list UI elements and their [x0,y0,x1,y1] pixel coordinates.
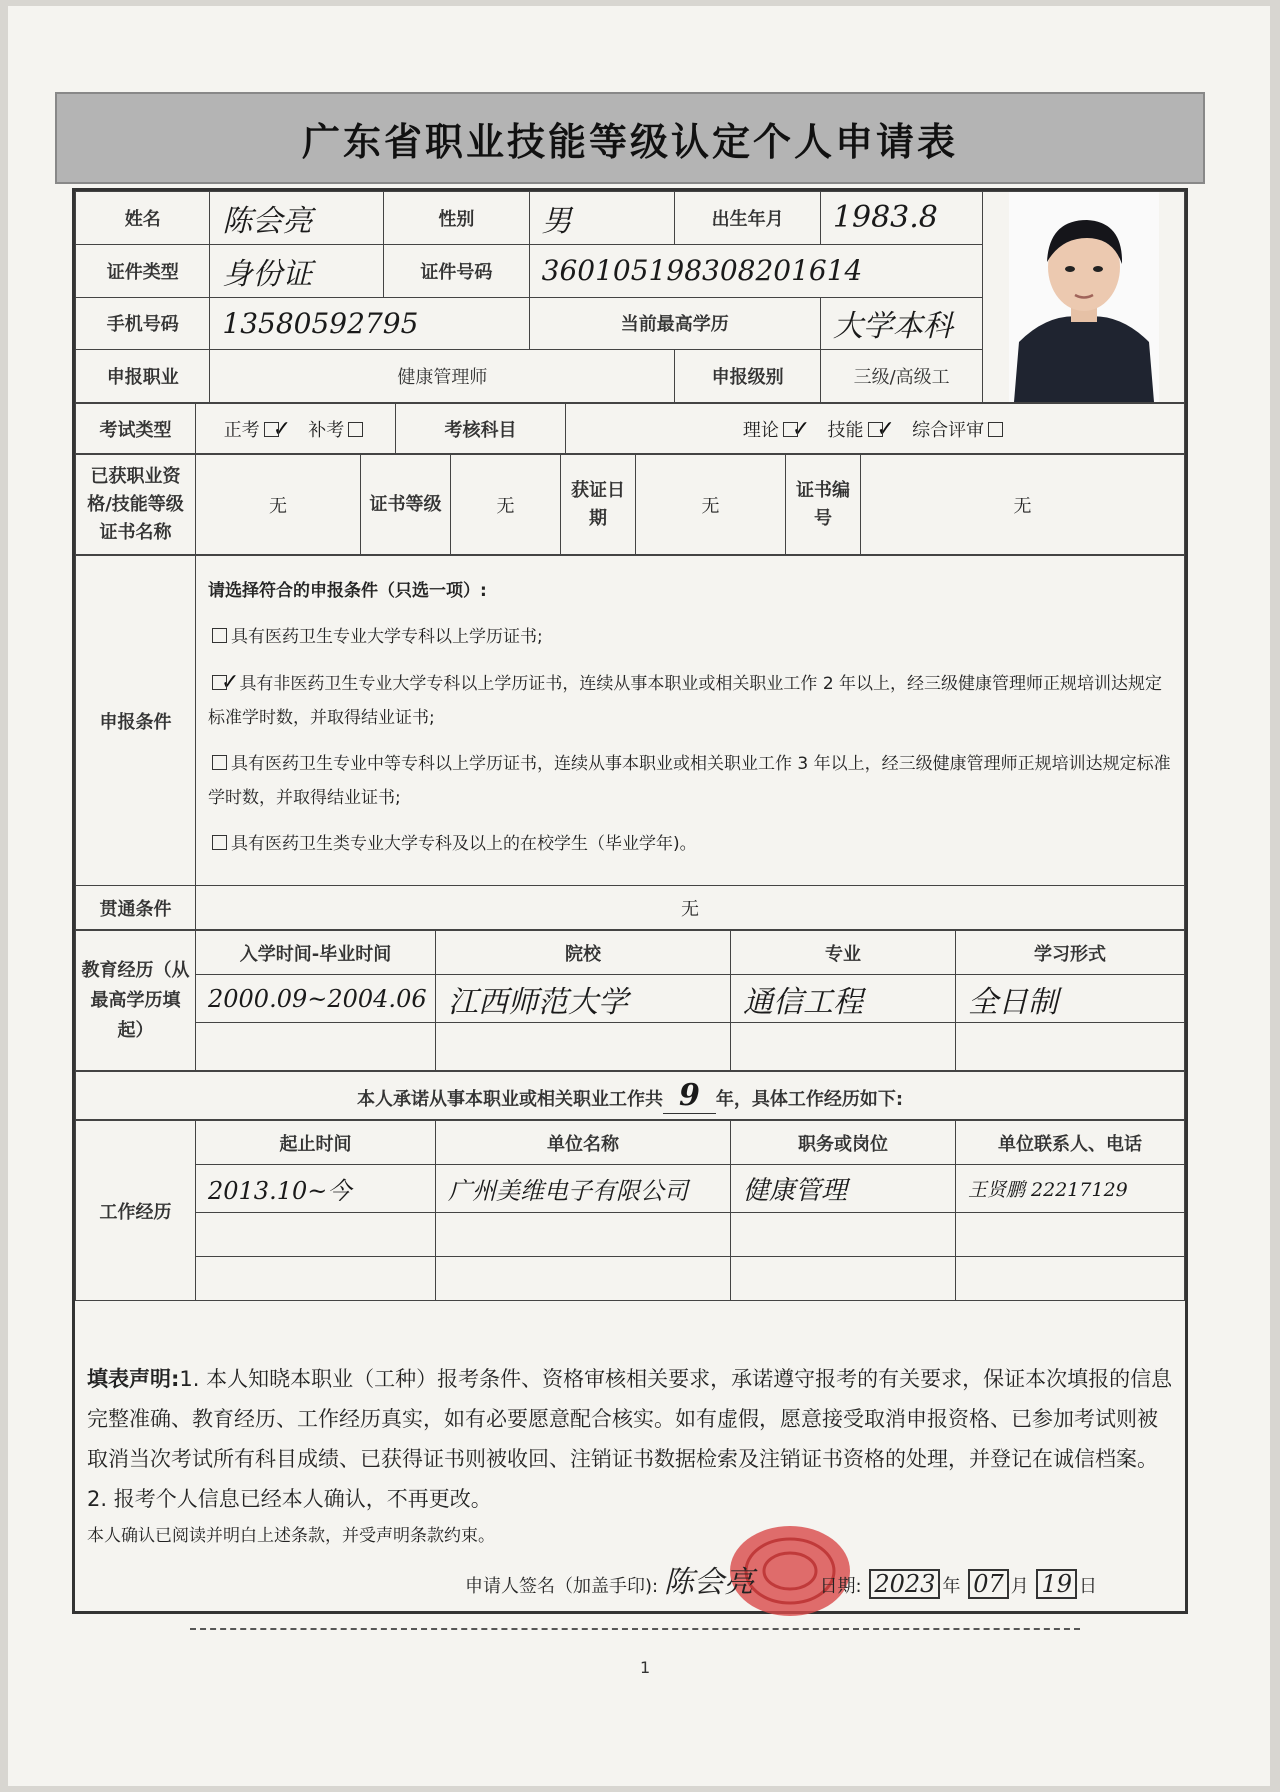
page-number: 1 [640,1658,651,1677]
label-occupation: 申报职业 [76,350,210,403]
empty-cell [436,1257,731,1301]
basic-info-table [75,191,1185,403]
condition-item: 具有医药卫生专业大学专科以上学历证书; [208,620,1172,654]
label-cert-level: 证书等级 [361,455,451,555]
value-name: 陈会亮 [210,192,384,245]
sign-label: 申请人签名（加盖手印): [465,1576,659,1597]
label-work-history: 工作经历 [76,1121,196,1301]
conditions-table [75,555,1185,930]
signature: 陈会亮 [663,1565,754,1600]
option-regular[interactable]: 正考 [223,419,260,441]
option-theory[interactable]: 理论 [742,419,779,441]
label-cert-name: 已获职业资格/技能等级证书名称 [76,455,196,555]
label-name: 姓名 [76,192,210,245]
signature-line [465,1557,1097,1601]
empty-cell [196,1257,436,1301]
work-years-table [75,1071,1185,1120]
label-exam-type: 考试类型 [76,404,196,454]
divider [190,1628,1080,1630]
table-row [76,1213,1185,1257]
work-contact: 王贤鹏 22217129 [956,1165,1185,1213]
month-unit: 月 [1010,1576,1029,1597]
checkbox-regular[interactable] [264,422,279,437]
edu-header: 专业 [731,931,956,975]
value-level: 三级/高级工 [820,350,982,403]
checkbox-makeup[interactable] [348,422,363,437]
label-phone: 手机号码 [76,297,210,350]
edu-period: 2000.09~2004.06 [196,975,436,1023]
label-edu-history: 教育经历（从最高学历填起） [76,931,196,1071]
edu-major: 通信工程 [731,975,956,1023]
value-cert-name: 无 [196,455,361,555]
label-subject: 考核科目 [396,404,566,454]
empty-cell [956,1257,1185,1301]
label-cert-date: 获证日期 [561,455,636,555]
edu-school: 江西师范大学 [436,975,731,1023]
value-cert-no: 无 [861,455,1185,555]
value-birth: 1983.8 [820,192,982,245]
application-form [72,188,1188,1614]
value-work-years: 9 [663,1078,716,1114]
education-table [75,930,1185,1071]
value-gender: 男 [529,192,675,245]
condition-item: 具有医药卫生类专业大学专科及以上的在校学生（毕业学年)。 [208,827,1172,861]
empty-cell [196,1213,436,1257]
conditions-intro: 请选择符合的申报条件（只选一项）: [208,581,487,601]
declaration [87,1359,1177,1519]
exam-table [75,403,1185,454]
work-header: 单位联系人、电话 [956,1121,1185,1165]
work-years-statement: 本人承诺从事本职业或相关职业工作共 9 年，具体工作经历如下: [76,1072,1185,1120]
subject-options [566,404,1185,454]
condition-item: ✓具有非医药卫生专业大学专科以上学历证书，连续从事本职业或相关职业工作 2 年以上，经三级健康管理师正规培训达规定标准学时数，并取得结业证书; [208,670,1163,728]
table-row [76,1165,1185,1213]
condition-item: 具有医药卫生专业中等专科以上学历证书，连续从事本职业或相关职业工作 3 年以上，经三级健康管理师正规培训达规定标准学时数，并取得结业证书; [208,754,1171,808]
edu-header: 入学时间-毕业时间 [196,931,436,975]
exam-type-options [196,404,396,454]
checkbox-review[interactable] [988,422,1003,437]
work-header: 起止时间 [196,1121,436,1165]
day-unit: 日 [1079,1576,1098,1597]
work-position: 健康管理 [731,1165,956,1213]
value-id-type: 身份证 [210,244,384,297]
empty-cell [956,1023,1185,1071]
form-title: 广东省职业技能等级认定个人申请表 [301,119,958,164]
label-education: 当前最高学历 [529,297,820,350]
option-makeup[interactable]: 补考 [308,419,345,441]
declaration-head: 填表声明: [87,1367,180,1391]
empty-cell [731,1257,956,1301]
checkbox-condition-1[interactable] [212,628,227,643]
edu-mode: 全日制 [956,975,1185,1023]
label-pass-cond: 贯通条件 [76,886,196,930]
date-day: 19 [1036,1569,1077,1599]
edu-header: 院校 [436,931,731,975]
checkbox-condition-2[interactable] [212,675,227,690]
check-mark-icon: ✓ [272,416,292,442]
value-education: 大学本科 [820,297,982,350]
conditions-list [196,556,1185,886]
table-row [76,975,1185,1023]
check-mark-icon: ✓ [791,416,811,442]
label-id-type: 证件类型 [76,244,210,297]
empty-cell [436,1023,731,1071]
check-mark-icon: ✓ [221,670,240,695]
applicant-photo [1009,192,1159,402]
date-year: 2023 [869,1569,940,1599]
confirm-text: 本人确认已阅读并明白上述条款，并受声明条款约束。 [87,1526,495,1546]
date-month: 07 [968,1569,1009,1599]
label-conditions: 申报条件 [76,556,196,886]
cert-table [75,454,1185,555]
checkbox-theory[interactable] [783,422,798,437]
value-id-no: 360105198308201614 [529,244,983,297]
form-title-bar [55,92,1205,184]
checkbox-condition-3[interactable] [212,755,227,770]
option-review[interactable]: 综合评审 [912,419,985,441]
label-id-no: 证件号码 [384,244,530,297]
check-mark-icon: ✓ [876,416,895,442]
year-unit: 年 [942,1576,961,1597]
table-row [76,1023,1185,1071]
date-label: 日期: [819,1576,862,1597]
label-birth: 出生年月 [675,192,821,245]
empty-cell [731,1023,956,1071]
work-company: 广州美维电子有限公司 [436,1165,731,1213]
empty-cell [731,1213,956,1257]
label-gender: 性别 [384,192,530,245]
photo-cell [983,192,1185,403]
option-skill[interactable]: 技能 [827,419,864,441]
work-header: 单位名称 [436,1121,731,1165]
work-header: 职务或岗位 [731,1121,956,1165]
empty-cell [196,1023,436,1071]
table-row [76,1257,1185,1301]
value-cert-level: 无 [451,455,561,555]
work-period: 2013.10~今 [196,1165,436,1213]
value-phone: 13580592795 [210,297,529,350]
value-occupation: 健康管理师 [210,350,675,403]
checkbox-skill[interactable] [868,422,883,437]
checkbox-condition-4[interactable] [212,835,227,850]
empty-cell [956,1213,1185,1257]
value-pass-cond: 无 [196,886,1185,930]
declaration-text: 1. 本人知晓本职业（工种）报考条件、资格审核相关要求，承诺遵守报考的有关要求，保证本次填报的信息完整准确、教育经历、工作经历真实，如有必要愿意配合核实。如有虚假，愿意接受取消申报资格、已参加考试则被取消当次考试所有科目成绩、已获得证书则被收回、注销证书数据检索及注销证书资格的处理，并登记在诚信档案。2. 报考个人信息已经本人确认，不再更改。 [87,1367,1173,1511]
edu-header: 学习形式 [956,931,1185,975]
work-table [75,1120,1185,1301]
empty-cell [436,1213,731,1257]
label-level: 申报级别 [675,350,821,403]
label-cert-no: 证书编号 [786,455,861,555]
value-cert-date: 无 [636,455,786,555]
